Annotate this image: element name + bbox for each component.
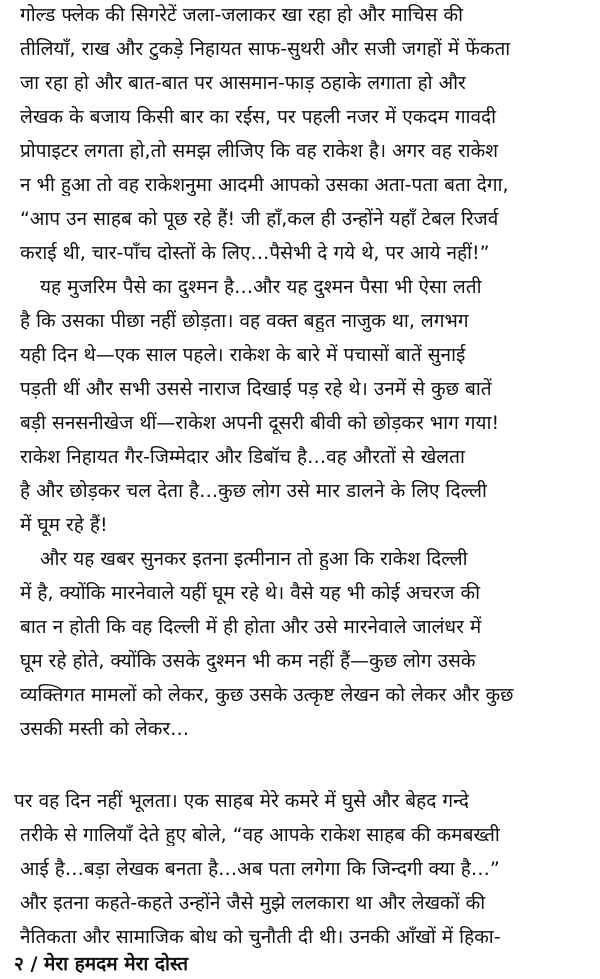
text-line: आई है…बड़ा लेखक बनता है…अब पता लगेगा कि जिन्दगी क्या है…” <box>20 858 500 880</box>
text-line: व्यक्तिगत मामलों को लेकर, कुछ उसके उत्कृष्ट लेखन को लेकर और कुछ <box>20 684 514 706</box>
text-line: है कि उसका पीछा नहीं छोड़ता। वह वक्त बहुत नाजुक था, लगभग <box>20 310 469 332</box>
text-line: में घूम रहे हैं! <box>20 514 108 536</box>
page-footer: २ / मेरा हमदम मेरा दोस्त <box>14 953 189 975</box>
text-line: है और छोड़कर चल देता है…कुछ लोग उसे मार डालने के लिए दिल्ली <box>20 480 487 502</box>
text-line: बात न होती कि वह दिल्ली में ही होता और उसे मारनेवाले जालंधर में <box>20 616 482 638</box>
text-line: पर वह दिन नहीं भूलता। एक साहब मेरे कमरे में घुसे और बेहद गन्दे <box>14 790 470 812</box>
text-line: तरीके से गालियाँ देते हुए बोले, “वह आपके राकेश साहब की कमबख्ती <box>20 824 500 846</box>
text-line: न भी हुआ तो वह राकेशनुमा आदमी आपको उसका अता-पता बता देगा, <box>20 174 509 196</box>
text-line: कराई थी, चार-पाँच दोस्तों के लिए…पैसेभी दे गये थे, पर आये नहीं!” <box>20 242 490 264</box>
text-line: और इतना कहते-कहते उन्होंने जैसे मुझे ललकारा था और लेखकों की <box>20 892 486 914</box>
text-line: गोल्ड फ्लेक की सिगरेटें जला-जलाकर खा रहा हो और माचिस की <box>20 4 463 26</box>
text-line: यही दिन थे—एक साल पहले। राकेश के बारे में पचासों बातें सुनाई <box>20 344 466 366</box>
text-line: प्रोपाइटर लगता हो,तो समझ लीजिए कि वह राकेश है। अगर वह राकेश <box>20 140 499 162</box>
text-line: में है, क्योंकि मारनेवाले यहीं घूम रहे थे। वैसे यह भी कोई अचरज की <box>20 582 481 604</box>
text-line: राकेश निहायत गैर-जिम्मेदार और डिबॉच है…वह औरतों से खेलता <box>20 446 465 468</box>
text-line: और यह खबर सुनकर इतना इत्मीनान तो हुआ कि राकेश दिल्ली <box>40 548 468 570</box>
text-line: घूम रहे होते, क्योंकि उसके दुश्मन भी कम नहीं हैं—कुछ लोग उसके <box>20 650 476 672</box>
text-line: उसकी मस्ती को लेकर… <box>20 718 190 740</box>
text-line: “आप उन साहब को पूछ रहे हैं! जी हाँ,कल ही उन्होंने यहाँ टेबल रिजर्व <box>20 208 499 230</box>
text-line: लेखक के बजाय किसी बार का रईस, पर पहली नजर में एकदम गावदी <box>20 106 497 128</box>
text-line: यह मुजरिम पैसे का दुश्मन है…और यह दुश्मन पैसा भी ऐसा लती <box>40 276 482 298</box>
text-line: जा रहा हो और बात-बात पर आसमान-फाड़ ठहाके लगाता हो और <box>20 72 466 94</box>
text-line: तीलियाँ, राख और टुकड़े निहायत साफ-सुथरी और सजी जगहों में फेंकता <box>20 38 511 60</box>
text-line: नैतिकता और सामाजिक बोध को चुनौती दी थी। उनकी आँखों में हिका- <box>20 926 501 948</box>
text-line: पड़ती थीं और सभी उससे नाराज दिखाई पड़ रहे थे। उनमें से कुछ बातें <box>20 378 492 400</box>
text-line: बड़ी सनसनीखेज थीं—राकेश अपनी दूसरी बीवी को छोड़कर भाग गया! <box>20 412 500 434</box>
